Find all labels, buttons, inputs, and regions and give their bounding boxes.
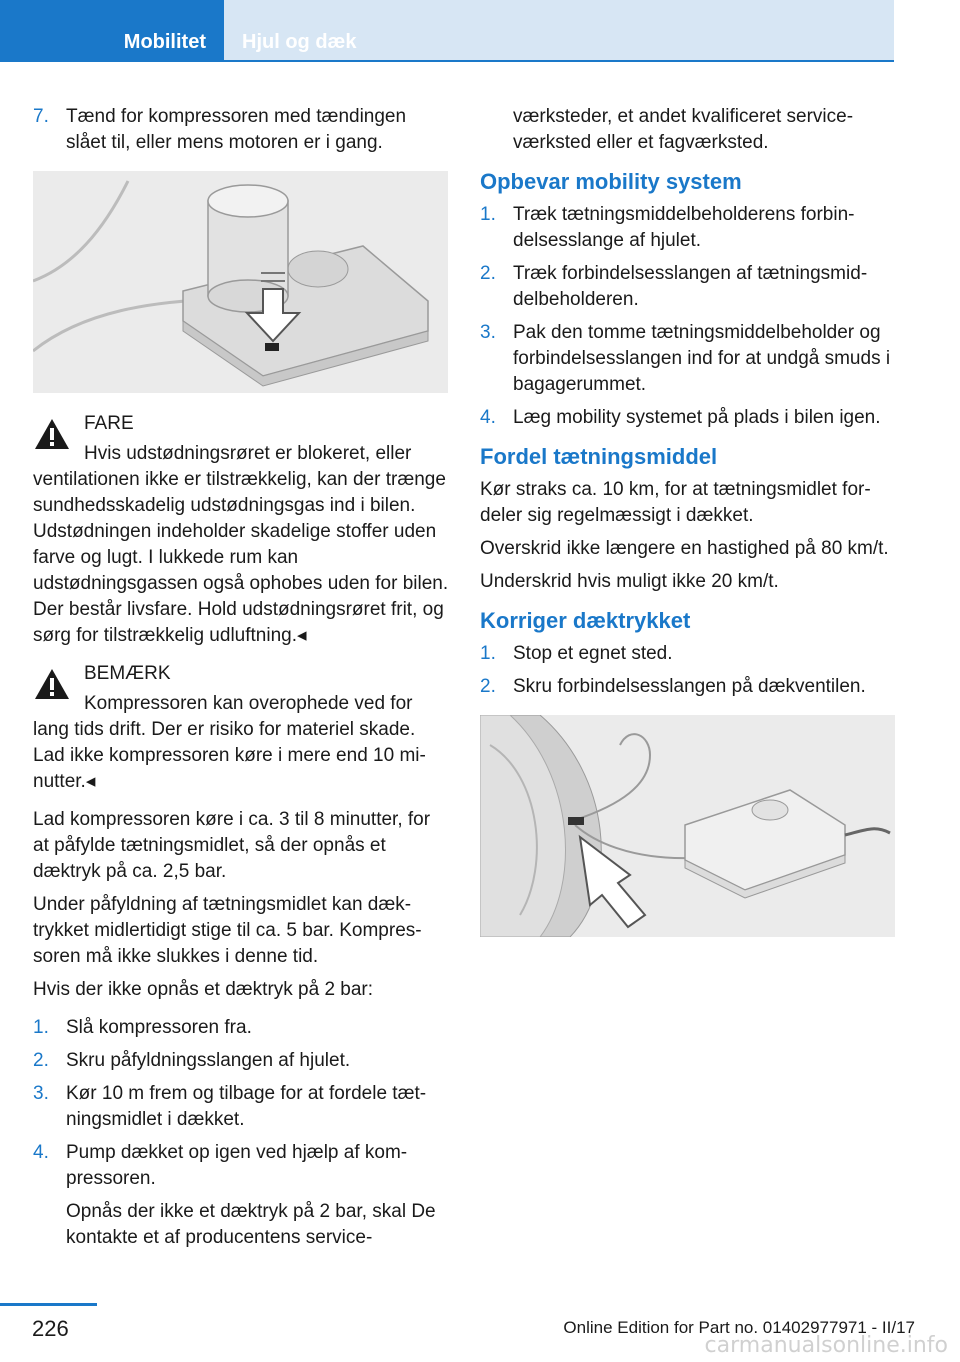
item-number: 2. <box>480 263 496 284</box>
warning-title: FARE <box>84 413 134 434</box>
tab-hjul-og-daek[interactable]: Hjul og dæk <box>224 0 894 62</box>
item-number: 7. <box>33 106 49 127</box>
compressor-illustration <box>33 171 448 393</box>
list-item <box>480 674 896 700</box>
item-text: Træk forbindelsesslangen af tætningsmiddelbeholderen. <box>513 263 868 310</box>
page-number: 226 <box>32 1316 69 1341</box>
list-item <box>480 641 896 667</box>
edition-info: Online Edition for Part no. 01402977971 - II/17 <box>563 1318 915 1337</box>
warning-text: Hvis udstødningsrøret er blokeret, eller ventilationen ikke er tilstrækkelig, kan der trænge sundhedsskadelig udstødningsgas ind i bilen. Udstødningen indeholder skadelige stoffer uden farve og lugt. I lukkede rum kan udstødningsgassen også ophobes uden for bilen. Der består livsfare. Hold udstødningsrøret frit, og sørg for tilstrækkelig udluftning.◂ <box>33 443 449 646</box>
item-text: Træk tætningsmiddelbeholderens forbindelsesslange af hjulet. <box>513 204 855 251</box>
chapter-header <box>0 0 894 62</box>
tire-valve-figure <box>480 715 895 937</box>
item-text: Kør 10 m frem og tilbage for at fordele tætningsmidlet i dækket. <box>66 1083 427 1130</box>
item-text: Skru påfyldningsslangen af hjulet. <box>66 1050 351 1071</box>
item-number: 4. <box>33 1142 49 1163</box>
list-item <box>480 261 896 313</box>
footer-rule <box>0 1303 97 1306</box>
warning-triangle-icon <box>33 667 71 701</box>
warning-text: Kompressoren kan overophede ved for lang tids drift. Der er risiko for materiel skade. Lad ikke kompressoren køre i mere end 10 minutter.◂ <box>33 693 426 792</box>
danger-warning <box>33 411 449 649</box>
section-heading: Opbevar mobility system <box>480 169 742 194</box>
paragraph: Lad kompressoren køre i ca. 3 til 8 minutter, for at påfylde tætningsmidlet, så der opnås et dæktryk på ca. 2,5 bar. <box>33 809 431 882</box>
warning-triangle-icon <box>33 417 71 451</box>
item-text: Skru forbindelsesslangen på dækventilen. <box>513 676 866 697</box>
item-text: Stop et egnet sted. <box>513 643 673 664</box>
header-rule <box>224 60 894 62</box>
paragraph: Under påfyldning af tætningsmidlet kan dæktrykket midlertidigt stige til ca. 5 bar. Kompressoren må ikke slukkes i denne tid. <box>33 894 422 967</box>
item-number: 3. <box>33 1083 49 1104</box>
item-number: 2. <box>33 1050 49 1071</box>
watermark: carmanualsonline.info <box>704 1333 948 1358</box>
item-number: 1. <box>480 204 496 225</box>
paragraph: Overskrid ikke længere en hastighed på 80 km/t. <box>480 538 889 559</box>
left-column <box>33 104 449 1258</box>
item-number: 1. <box>33 1017 49 1038</box>
compressor-figure <box>33 171 448 393</box>
item-text: Pak den tomme tætningsmiddelbeholder og forbindelsesslangen ind for at undgå smuds i bagagerummet. <box>513 322 891 395</box>
paragraph: Kør straks ca. 10 km, for at tætningsmidlet fordeler sig regelmæssigt i dækket. <box>480 479 871 526</box>
paragraph: Hvis der ikke opnås et dæktryk på 2 bar: <box>33 979 374 1000</box>
list-item <box>480 320 896 398</box>
list-item <box>480 202 896 254</box>
paragraph: Underskrid hvis muligt ikke 20 km/t. <box>480 571 779 592</box>
continued-paragraph: værksteder, et andet kvalificeret serviceværksted eller et fagværksted. <box>513 106 854 153</box>
list-item <box>33 104 449 156</box>
list-item <box>33 1081 449 1133</box>
sub-paragraph: Opnås der ikke et dæktryk på 2 bar, skal De kontakte et af producentens service- <box>66 1201 436 1248</box>
list-item <box>33 1048 449 1074</box>
item-text: Tænd for kompressoren med tændingen slået til, eller mens motoren er i gang. <box>66 106 407 153</box>
item-number: 1. <box>480 643 496 664</box>
item-text: Læg mobility systemet på plads i bilen igen. <box>513 407 881 428</box>
item-text: Slå kompressoren fra. <box>66 1017 252 1038</box>
section-heading: Korriger dæktrykket <box>480 608 691 633</box>
item-number: 3. <box>480 322 496 343</box>
item-number: 2. <box>480 676 496 697</box>
tab-mobilitet[interactable]: Mobilitet <box>0 0 224 62</box>
item-text: Pump dækket op igen ved hjælp af kompressoren. <box>66 1142 408 1189</box>
section-heading: Fordel tætningsmiddel <box>480 444 718 469</box>
tire-illustration <box>480 715 895 937</box>
item-number: 4. <box>480 407 496 428</box>
notice-warning <box>33 661 449 795</box>
list-item <box>33 1015 449 1041</box>
warning-title: BEMÆRK <box>84 663 171 684</box>
list-item <box>33 1140 449 1192</box>
list-item <box>480 405 896 431</box>
right-column <box>480 104 896 955</box>
